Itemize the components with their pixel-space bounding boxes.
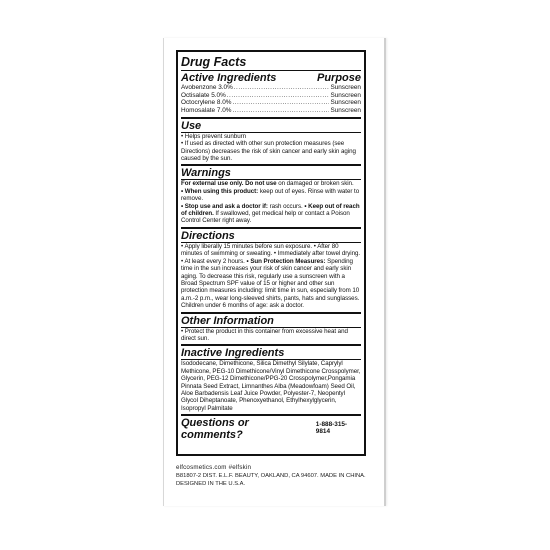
warning-bold: • When using this product: [181, 187, 259, 195]
inactive-ingredients-heading: Inactive Ingredients [181, 347, 285, 360]
warning-text: keep out of eyes. Rinse with water to remove. [181, 187, 360, 203]
leader-dots [234, 84, 330, 92]
questions-row [181, 416, 361, 441]
use-line: • Helps prevent sunburn [181, 132, 246, 140]
warning-text: If swallowed, get medical help or contact a Poison Control Center right away. [181, 210, 350, 225]
warning-text: rash occurs. [267, 202, 303, 210]
use-heading: Use [181, 119, 202, 132]
directions-text: Spending time in the sun increases your risk of skin cancer and early skin aging. To decrease this risk, regularly use a sunscreen with a Broad Spectrum SPF value of 15 or higher and other sun protection measures including: limit time in sun, especially from 10 a.m.-2 p.m., wear long-sleeved shirts, pants, hats and sunglasses. Children under 6 months of age: ask a doctor. [181, 257, 360, 310]
drug-facts-title: Drug Facts [181, 55, 247, 69]
directions-heading: Directions [181, 229, 235, 242]
leader-dots [227, 92, 330, 100]
phone-number: 1-888-315-9814 [315, 421, 348, 436]
warning-bold: • Keep out of reach of children. [181, 202, 360, 218]
ingredient-purpose: Sunscreen [330, 84, 361, 91]
warnings-section [181, 180, 361, 224]
package-footer [176, 464, 376, 488]
warning-bold: For external use only. [181, 180, 244, 188]
drug-facts-panel [176, 50, 366, 456]
inactive-ingredients-text: Isododecane, Dimethicone, Silica Dimethyl Silylate, Caprylyl Methicone, PEG-10 Dimethicone/Vinyl Dimethicone Crosspolymer, Glycerin, PEG-12 Dimethicone/PPG-20 Crosspolymer,Pongamia Pinnata Seed Extract, Limnanthes Alba (Meadowfoam) Seed Oil, Aloe Barbadensis Leaf Juice Powder, Polyester-7, Neopentyl Glycol Diheptanoate, Phenoxyethanol, Ethylhexylglycerin, Isopropyl Palmitate [181, 360, 361, 412]
warning-text: on damaged or broken skin. [276, 180, 354, 188]
active-ingredient-row [181, 99, 361, 107]
warning-bold: Do not use [245, 180, 277, 188]
leader-dots [232, 99, 329, 107]
questions-heading: Questions or comments? [181, 417, 249, 442]
active-ingredients-heading: Active Ingredients [181, 72, 277, 84]
website-hashtag: elfcosmetics.com #elfskin [176, 464, 252, 471]
use-line: • If used as directed with other sun protection measures (see Directions) decreases the risk of skin cancer and early skin aging caused by the sun. [181, 140, 356, 163]
ingredient-name: Avobenzone 3.0% [181, 84, 233, 91]
directions-section [181, 243, 361, 310]
leader-dots [232, 107, 329, 115]
active-ingredients-header [181, 71, 361, 84]
directions-text: • Apply liberally 15 minutes before sun exposure. • After 80 minutes of swimming or sweating. • Immediately after towel drying. • At least every 2 hours. [181, 242, 361, 265]
ingredient-name: Homosalate 7.0% [181, 107, 232, 115]
active-ingredient-row [181, 107, 361, 115]
warnings-heading: Warnings [181, 167, 231, 180]
active-ingredients-list [181, 84, 361, 115]
sun-protection-bold: • Sun Protection Measures: [246, 257, 326, 265]
ingredient-name: Octisalate 5.0% [181, 91, 226, 99]
other-information-heading: Other Information [181, 314, 274, 327]
ingredient-purpose: Sunscreen [330, 107, 361, 115]
ingredient-name: Octocrylene 8.0% [181, 99, 232, 107]
active-ingredient-row [181, 92, 361, 100]
distribution-line: B81807-2 DIST. E.L.F. BEAUTY, OAKLAND, CA 94607. MADE IN CHINA. DESIGNED IN THE U.S.A. [176, 473, 366, 487]
warning-bold: • Stop use and ask a doctor if: [181, 202, 268, 210]
ingredient-purpose: Sunscreen [330, 99, 361, 107]
ingredient-purpose: Sunscreen [330, 91, 361, 99]
purpose-heading: Purpose [316, 72, 361, 84]
use-section [181, 133, 361, 163]
active-ingredient-row [181, 84, 361, 92]
other-information-text: • Protect the product in this container from excessive heat and direct sun. [181, 327, 348, 342]
